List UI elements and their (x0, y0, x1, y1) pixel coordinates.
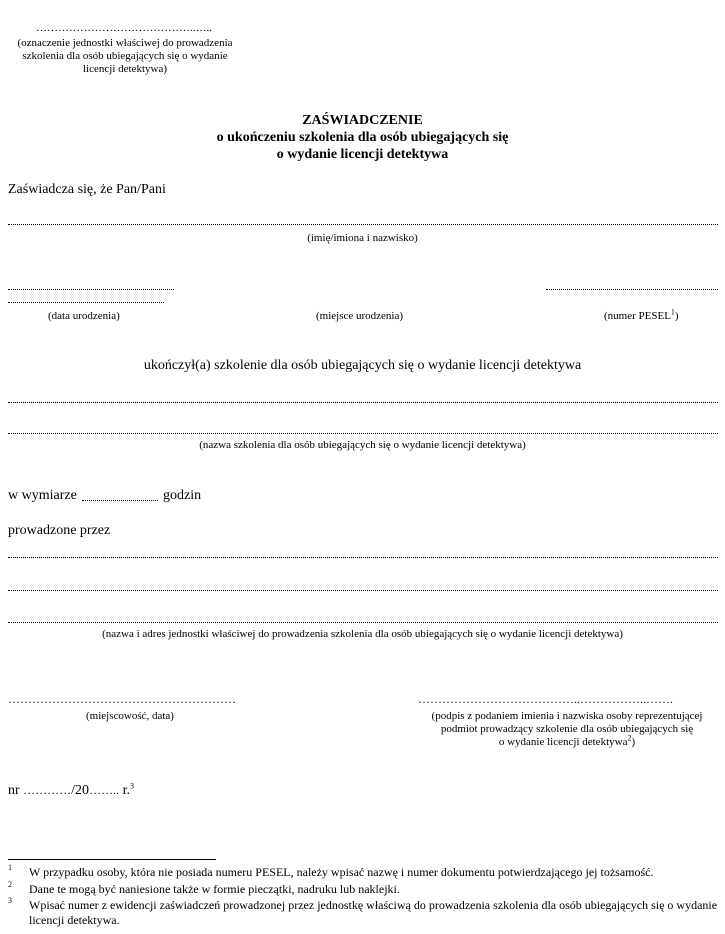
unit-caption: (nazwa i adres jednostki właściwej do prowadzenia szkolenia dla osób ubiegających się o wydanie licencji detektywa) (102, 628, 623, 640)
footnote-1-number: 1 (8, 863, 12, 872)
footnote-1-text: W przypadku osoby, która nie posiada numeru PESEL, należy wpisać nazwę i numer dokumentu potwierdzającego jej tożsamość. (29, 865, 654, 879)
title-line-3: o wydanie licencji detektywa (276, 147, 449, 162)
footnote-separator (8, 859, 216, 860)
unit-caption-line-2: szkolenia dla osób ubiegających się o wydanie (22, 50, 228, 62)
signature-caption-line-3 (414, 733, 720, 749)
unit-field-3[interactable] (8, 622, 718, 623)
names-field[interactable] (8, 224, 718, 225)
number-prefix: nr (8, 783, 20, 798)
place-date-caption: (miejscowość, data) (86, 710, 174, 722)
signature-caption (414, 710, 720, 749)
certificate-number (8, 783, 134, 799)
unit-field-2[interactable] (8, 590, 718, 591)
certifies-text: Zaświadcza się, że Pan/Pani (8, 182, 166, 197)
hours-prefix: w wymiarze (8, 488, 77, 503)
document-title (0, 112, 725, 163)
place-date-field[interactable]: ………………………………………………… (8, 692, 236, 706)
birth-date-field[interactable] (8, 289, 174, 290)
pesel-footnote-ref: 1 (670, 307, 675, 317)
number-year-prefix: /20 (71, 783, 90, 798)
title-line-2: o ukończeniu szkolenia dla osób ubiegających się (216, 130, 509, 145)
footnote-3-number: 3 (8, 896, 12, 905)
pesel-caption-close: ) (674, 310, 679, 322)
birth-date-caption: (data urodzenia) (48, 310, 120, 322)
birth-place-field[interactable] (8, 302, 164, 303)
signature-field[interactable]: …………………………………..……………..……. (418, 692, 673, 706)
footnote-3-content: Wpisać numer z ewidencji zaświadczeń prowadzonej przez jednostkę właściwą do prowadzenia szkolenia dla osób ubiegających się o wydanie licencji detektywa. (29, 898, 718, 927)
signature-caption-close: ) (631, 736, 636, 748)
names-caption: (imię/imiona i nazwisko) (307, 232, 418, 244)
hours-field[interactable] (82, 500, 158, 501)
unit-designation-caption (0, 37, 250, 76)
signature-footnote-ref: 2 (627, 733, 632, 743)
signature-caption-line-3-text: o wydanie licencji detektywa (498, 736, 628, 748)
birth-place-caption: (miejsce urodzenia) (316, 310, 404, 322)
unit-caption-line-3: licencji detektywa) (83, 63, 167, 75)
footnote-2-number: 2 (8, 880, 12, 889)
number-footnote-ref: 3 (129, 781, 134, 791)
footnote-2-text: Dane te mogą być naniesione także w formie pieczątki, nadruku lub naklejki. (29, 882, 400, 896)
completed-text: ukończył(a) szkolenie dla osób ubiegających się o wydanie licencji detektywa (143, 358, 582, 373)
conducted-by-text: prowadzone przez (8, 523, 111, 538)
training-caption: (nazwa szkolenia dla osób ubiegających się o wydanie licencji detektywa) (199, 439, 526, 451)
pesel-caption (604, 307, 679, 323)
number-year-field[interactable]: …….. (89, 783, 120, 797)
unit-designation-dots: ……………………………………..….. (36, 22, 212, 34)
pesel-caption-text: (numer PESEL (604, 310, 671, 322)
unit-caption-line-1: (oznaczenie jednostki właściwej do prowadzenia (17, 37, 233, 49)
pesel-field[interactable] (546, 289, 718, 290)
number-suffix: r. (122, 783, 130, 798)
training-name-field-1[interactable] (8, 402, 718, 403)
footnote-3-text (29, 898, 721, 928)
title-main: ZAŚWIADCZENIE (302, 113, 423, 128)
training-name-field-2[interactable] (8, 433, 718, 434)
number-field[interactable]: ………… (23, 783, 72, 797)
hours-suffix: godzin (163, 488, 202, 503)
signature-caption-line-2: podmiot prowadzący szkolenie dla osób ubiegających się (440, 723, 694, 735)
signature-caption-line-1: (podpis z podaniem imienia i nazwiska osoby reprezentującej (431, 710, 703, 722)
unit-field-1[interactable] (8, 557, 718, 558)
